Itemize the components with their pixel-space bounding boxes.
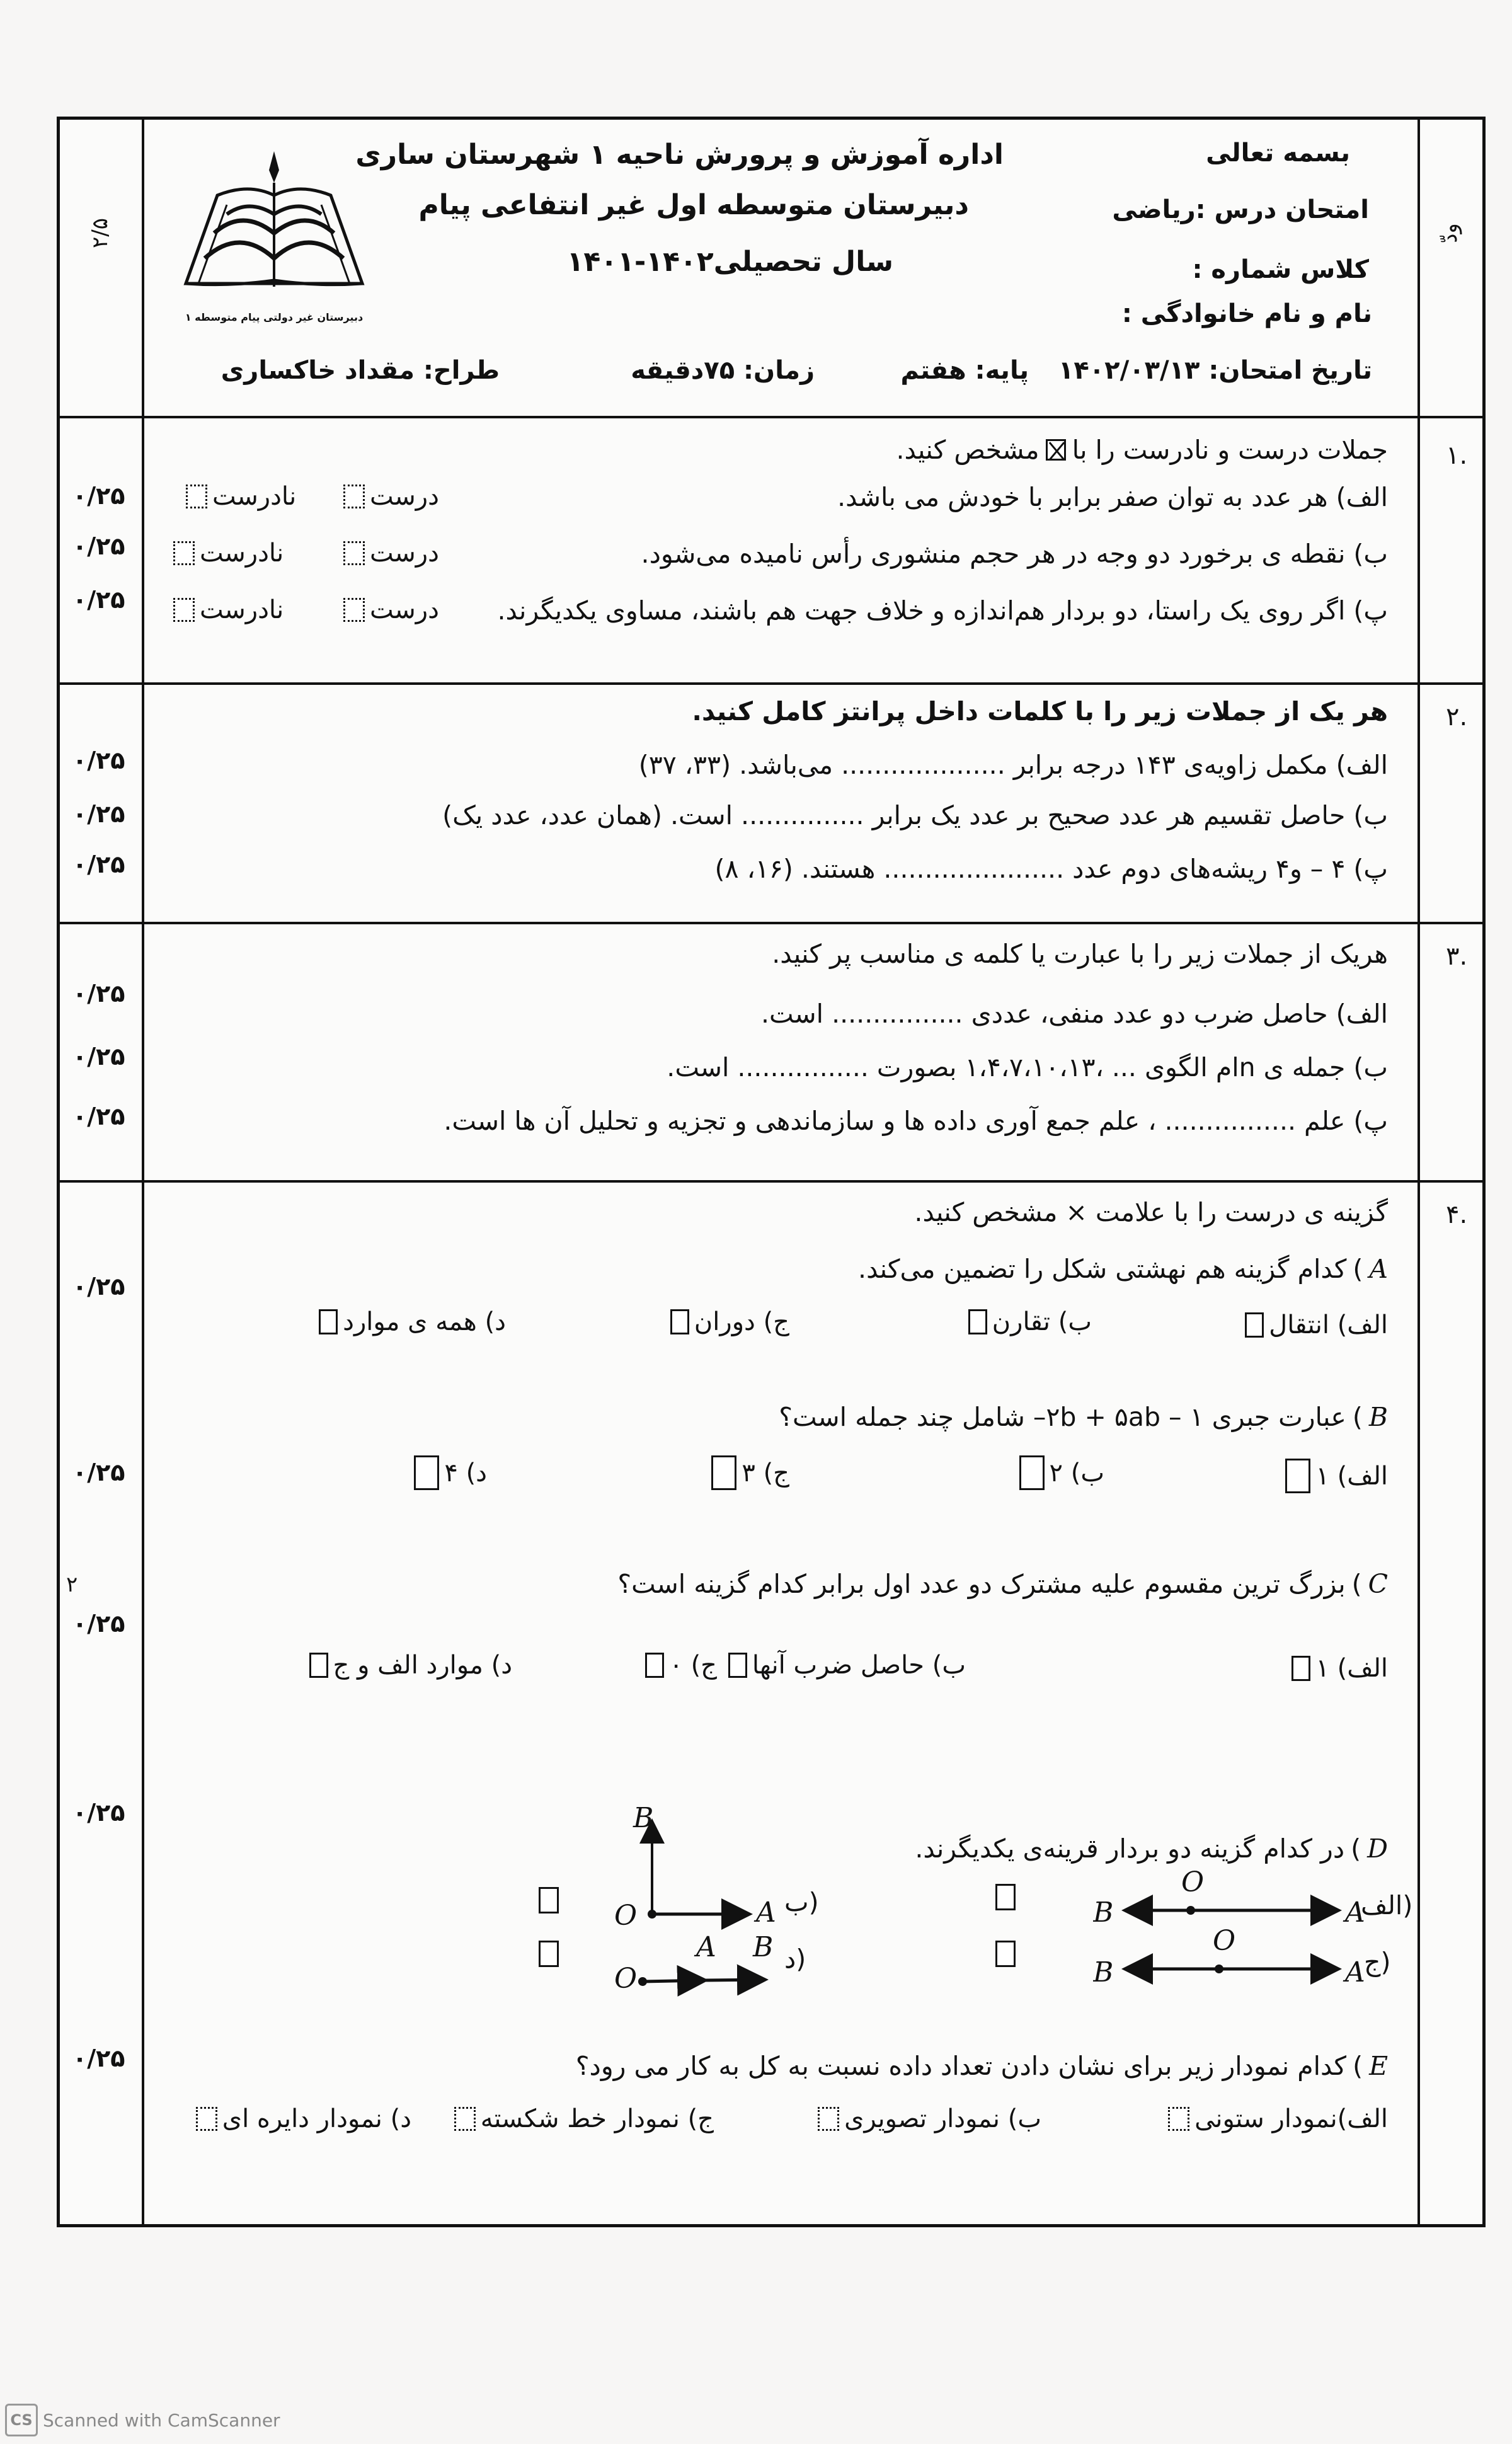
exam-designer: طراح: مقداد خاکساری — [220, 356, 500, 385]
q1-item-b-score: ۰/۲۵ — [72, 532, 125, 560]
q1-prompt-text: جملات درست و نادرست را با — [1072, 435, 1388, 465]
right-margin-note: ودّ — [1436, 223, 1462, 243]
q4e-question: E ) کدام نمودار زیر برای نشان دادن تعداد داده نسبت به کل به کار می رود؟ — [575, 2051, 1388, 2081]
option-checkbox[interactable] — [1292, 1656, 1310, 1681]
q4c-option-3[interactable] — [645, 1651, 717, 1680]
q4a-option-4[interactable] — [319, 1307, 506, 1336]
q1-item-b: ب) نقطه ی برخورد دو وجه در هر حجم منشوری رأس نامیده می‌شود. — [641, 539, 1388, 569]
option-label: الف) ۱ — [1315, 1461, 1388, 1491]
svg-text:O: O — [614, 1963, 638, 1995]
q4e-score: ۰/۲۵ — [72, 2045, 125, 2072]
q4b-option-2[interactable] — [1019, 1455, 1104, 1490]
q4-prompt: گزینه ی درست را با علامت × مشخص کنید. — [914, 1197, 1388, 1227]
option-label: ب) نمودار تصویری — [844, 2104, 1041, 2133]
q4d-option-4-checkbox[interactable] — [539, 1941, 559, 1967]
q4c-letter: C — [1368, 1569, 1388, 1599]
option-checkbox[interactable] — [728, 1653, 747, 1678]
school-logo — [167, 145, 381, 323]
header-divider — [60, 416, 1482, 418]
q4d-diagram-perpendicular-and-collinear-icon — [614, 1796, 803, 2004]
option-label: الف) ۱ — [1315, 1654, 1388, 1683]
svg-text:B: B — [633, 1802, 654, 1834]
false-label: نادرست — [200, 595, 284, 624]
true-label: درست — [370, 595, 439, 624]
exam-duration: زمان: ۷۵دقیقه — [631, 356, 815, 385]
q2-item-b: ب) حاصل تقسیم هر عدد صحیح بر عدد یک برابر ............... است. (همان عدد، عدد یک) — [442, 800, 1388, 830]
option-label: الف) انتقال — [1269, 1311, 1388, 1340]
option-label: ج) ۰ — [669, 1651, 717, 1680]
q4c-margin-mark: ۲ — [66, 1572, 78, 1597]
q4e-letter: E — [1369, 2051, 1388, 2081]
q4e-option-2[interactable] — [818, 2104, 1041, 2133]
q4a-option-3[interactable] — [670, 1307, 789, 1336]
option-checkbox[interactable] — [818, 2107, 839, 2131]
option-label: ج) دوران — [694, 1307, 789, 1336]
q1-number: ۱. — [1446, 441, 1468, 470]
q4a-question: A ) کدام گزینه هم نهشتی شکل را تضمین می‌کند. — [858, 1254, 1388, 1284]
exam-subject: امتحان درس :ریاضی — [1112, 195, 1369, 224]
q4c-option-4[interactable] — [309, 1651, 512, 1680]
q1-item-c-true[interactable] — [343, 595, 439, 624]
false-label: نادرست — [200, 539, 284, 568]
q4b-option-3[interactable] — [711, 1455, 789, 1490]
q4c-question: C ) بزرگ ترین مقسوم علیه مشترک دو عدد اول برابر کدام گزینه است؟ — [617, 1569, 1388, 1599]
q4-number: ۴. — [1446, 1200, 1468, 1229]
q4a-letter: A — [1369, 1254, 1388, 1284]
q4a-option-2[interactable] — [968, 1307, 1092, 1336]
q4d-letter: D — [1367, 1833, 1388, 1864]
q4c-option-2[interactable] — [728, 1651, 966, 1680]
false-label: نادرست — [212, 482, 297, 511]
q4d-text: در کدام گزینه دو بردار قرینه‌ی یکدیگرند. — [915, 1833, 1345, 1864]
svg-text:O: O — [1181, 1866, 1205, 1898]
option-label: ج) ۳ — [742, 1458, 789, 1488]
q1-prompt-end: مشخص کنید. — [896, 435, 1040, 465]
svg-text:B: B — [753, 1931, 774, 1963]
q4a-text: کدام گزینه هم نهشتی شکل را تضمین می‌کند. — [858, 1254, 1347, 1284]
option-label: ب) تقارن — [992, 1307, 1092, 1336]
q4c-text: بزرگ ترین مقسوم علیه مشترک دو عدد اول برابر کدام گزینه است؟ — [617, 1569, 1346, 1599]
q3-item-a: الف) حاصل ضرب دو عدد منفی، عددی ................ است. — [761, 999, 1388, 1029]
q4c-option-1[interactable] — [1292, 1654, 1388, 1683]
academic-year: سال تحصیلی۱۴۰۲-۱۴۰۱ — [566, 246, 893, 278]
true-label: درست — [370, 539, 439, 568]
q3-item-c-score: ۰/۲۵ — [72, 1103, 125, 1130]
q4d-option-4-label: د) — [784, 1944, 806, 1974]
school-name: دبیرستان متوسطه اول غیر انتفاعی پیام — [418, 189, 969, 221]
option-checkbox[interactable] — [309, 1653, 328, 1678]
q1-item-b-false[interactable] — [173, 539, 284, 568]
q4d-question: D ) در کدام گزینه دو بردار قرینه‌ی یکدیگرند. — [915, 1833, 1388, 1864]
option-label: د) ۴ — [444, 1458, 487, 1488]
false-checkbox[interactable] — [173, 541, 195, 565]
grade-level: پایه: هفتم — [900, 356, 1029, 385]
true-label: درست — [370, 482, 439, 511]
q4e-option-3[interactable] — [454, 2104, 714, 2133]
q3-divider — [60, 1180, 1482, 1183]
q2-item-b-score: ۰/۲۵ — [72, 800, 125, 828]
option-checkbox[interactable] — [454, 2107, 476, 2131]
q4d-score: ۰/۲۵ — [72, 1799, 125, 1827]
camscanner-watermark — [5, 2404, 280, 2436]
q3-item-c: پ) علم ................ ، علم جمع آوری داده ها و سازماندهی و تجزیه و تحلیل آن ها است. — [444, 1106, 1388, 1136]
q2-item-a: الف) مکمل زاویه‌ی ۱۴۳ درجه برابر .................... می‌باشد. (۳۳، ۳۷) — [638, 750, 1388, 780]
svg-text:O: O — [614, 1900, 638, 1932]
option-checkbox[interactable] — [1168, 2107, 1189, 2131]
q4b-score: ۰/۲۵ — [72, 1459, 125, 1486]
q4d-option-3-label: ج) — [1364, 1947, 1391, 1977]
q4b-option-4[interactable] — [414, 1455, 487, 1490]
camscanner-logo-icon: CS — [5, 2404, 38, 2436]
option-checkbox[interactable] — [670, 1309, 689, 1334]
q2-item-a-score: ۰/۲۵ — [72, 747, 125, 774]
q4d-option-2-checkbox[interactable] — [539, 1887, 559, 1913]
option-checkbox[interactable] — [1245, 1312, 1264, 1338]
q4b-letter: B — [1368, 1402, 1388, 1432]
q1-item-a-true[interactable] — [343, 482, 439, 511]
q1-prompt — [896, 435, 1388, 465]
q4d-option-3-checkbox[interactable] — [995, 1941, 1016, 1967]
q2-number: ۲. — [1446, 703, 1468, 731]
score-column-divider — [142, 120, 144, 2224]
q4b-option-1[interactable] — [1285, 1459, 1388, 1493]
number-column-divider — [1418, 120, 1420, 2224]
option-checkbox[interactable] — [1285, 1459, 1310, 1493]
q4d-option-1-checkbox[interactable] — [995, 1884, 1016, 1910]
watermark-text: Scanned with CamScanner — [43, 2409, 280, 2431]
q1-item-c: پ) اگر روی یک راستا، دو بردار هم‌اندازه و خلاف جهت هم باشند، مساوی یکدیگرند. — [497, 595, 1388, 626]
option-checkbox[interactable] — [1019, 1455, 1045, 1490]
option-label: د) همه ی موارد — [343, 1307, 506, 1336]
left-margin-note: ۲/۵ — [87, 218, 113, 248]
q2-item-c-score: ۰/۲۵ — [72, 851, 125, 878]
q2-divider — [60, 922, 1482, 924]
svg-text:B: B — [1093, 1956, 1114, 1988]
q4a-score: ۰/۲۵ — [72, 1273, 125, 1300]
label-b: B — [1093, 1896, 1114, 1929]
true-checkbox[interactable] — [343, 598, 365, 622]
q1-item-c-score: ۰/۲۵ — [72, 586, 125, 614]
svg-text:O: O — [1213, 1925, 1236, 1957]
q3-prompt: هریک از جملات زیر را با عبارت یا کلمه ی مناسب پر کنید. — [772, 939, 1388, 969]
option-label: الف)نمودار ستونی — [1194, 2104, 1388, 2133]
logo-caption: دبیرستان غیر دولتی پیام متوسطه ۱ — [185, 311, 364, 323]
q4d-option-1-label: الف) — [1361, 1890, 1413, 1920]
q3-number: ۳. — [1446, 942, 1468, 971]
option-checkbox[interactable] — [711, 1455, 736, 1490]
q2-prompt: هر یک از جملات زیر را با کلمات داخل پرانتز کامل کنید. — [692, 696, 1388, 726]
false-checkbox[interactable] — [186, 485, 207, 508]
q4b-text: عبارت جبری ۱ – ۲b + ۵ab– شامل چند جمله است؟ — [779, 1402, 1346, 1432]
true-checkbox[interactable] — [343, 541, 365, 565]
bismillah: بسمه تعالی — [1206, 139, 1350, 168]
q3-item-b-score: ۰/۲۵ — [72, 1043, 125, 1070]
class-number-field[interactable]: کلاس شماره : — [1192, 255, 1369, 284]
q4b-question: B ) عبارت جبری ۱ – ۲b + ۵ab– شامل چند جمله است؟ — [779, 1402, 1388, 1432]
false-checkbox[interactable] — [173, 598, 195, 622]
q4d-option-2-label: ب) — [784, 1887, 819, 1917]
q4e-text: کدام نمودار زیر برای نشان دادن تعداد داده نسبت به کل به کار می رود؟ — [575, 2051, 1347, 2081]
q1-item-a-false[interactable] — [186, 482, 296, 511]
q4e-option-4[interactable] — [196, 2104, 411, 2133]
option-label: د) موارد الف و ج — [333, 1651, 512, 1680]
q2-item-c: پ) ۴ – و۴ ریشه‌های دوم عدد ...................... هستند. (۱۶، ۸) — [714, 854, 1388, 884]
book-pen-logo-icon — [167, 145, 381, 309]
option-checkbox[interactable] — [196, 2107, 217, 2131]
option-checkbox[interactable] — [414, 1455, 439, 1490]
exam-date: تاریخ امتحان: ۱۴۰۲/۰۳/۱۳ — [1058, 356, 1372, 385]
svg-text:A: A — [1345, 1956, 1365, 1988]
q3-item-b: ب) جمله ی nام الگوی ... ،۱،۴،۷،۱۰،۱۳ بصورت ................ است. — [667, 1052, 1388, 1082]
student-name-field[interactable]: نام و نام خانوادگی : — [1121, 299, 1372, 328]
option-label: د) نمودار دایره ای — [222, 2104, 411, 2133]
option-checkbox[interactable] — [645, 1653, 664, 1678]
q1-item-b-true[interactable] — [343, 539, 439, 568]
q4a-option-1[interactable] — [1245, 1311, 1388, 1340]
option-checkbox[interactable] — [319, 1309, 338, 1334]
q1-item-c-false[interactable] — [173, 595, 284, 624]
q1-item-a-score: ۰/۲۵ — [72, 482, 125, 510]
q4c-score: ۰/۲۵ — [72, 1610, 125, 1638]
option-checkbox[interactable] — [968, 1309, 987, 1334]
svg-text:A: A — [696, 1931, 716, 1963]
q1-item-a: الف) هر عدد به توان صفر برابر با خودش می باشد. — [837, 482, 1388, 512]
q3-item-a-score: ۰/۲۵ — [72, 980, 125, 1007]
x-box-icon — [1046, 439, 1066, 461]
option-label: ب) ۲ — [1049, 1458, 1104, 1488]
svg-text:A: A — [1345, 1896, 1365, 1929]
q1-divider — [60, 682, 1482, 685]
q4e-option-1[interactable] — [1168, 2104, 1388, 2133]
option-label: ج) نمودار خط شکسته — [480, 2104, 714, 2133]
true-checkbox[interactable] — [343, 485, 365, 508]
svg-text:A: A — [756, 1896, 776, 1929]
q4d-diagram-opposite-vectors-icon — [1093, 1865, 1370, 2004]
option-label: ب) حاصل ضرب آنها — [752, 1651, 966, 1680]
exam-sheet — [57, 117, 1486, 2227]
org-title: اداره آموزش و پرورش ناحیه ۱ شهرستان ساری — [355, 139, 1004, 171]
